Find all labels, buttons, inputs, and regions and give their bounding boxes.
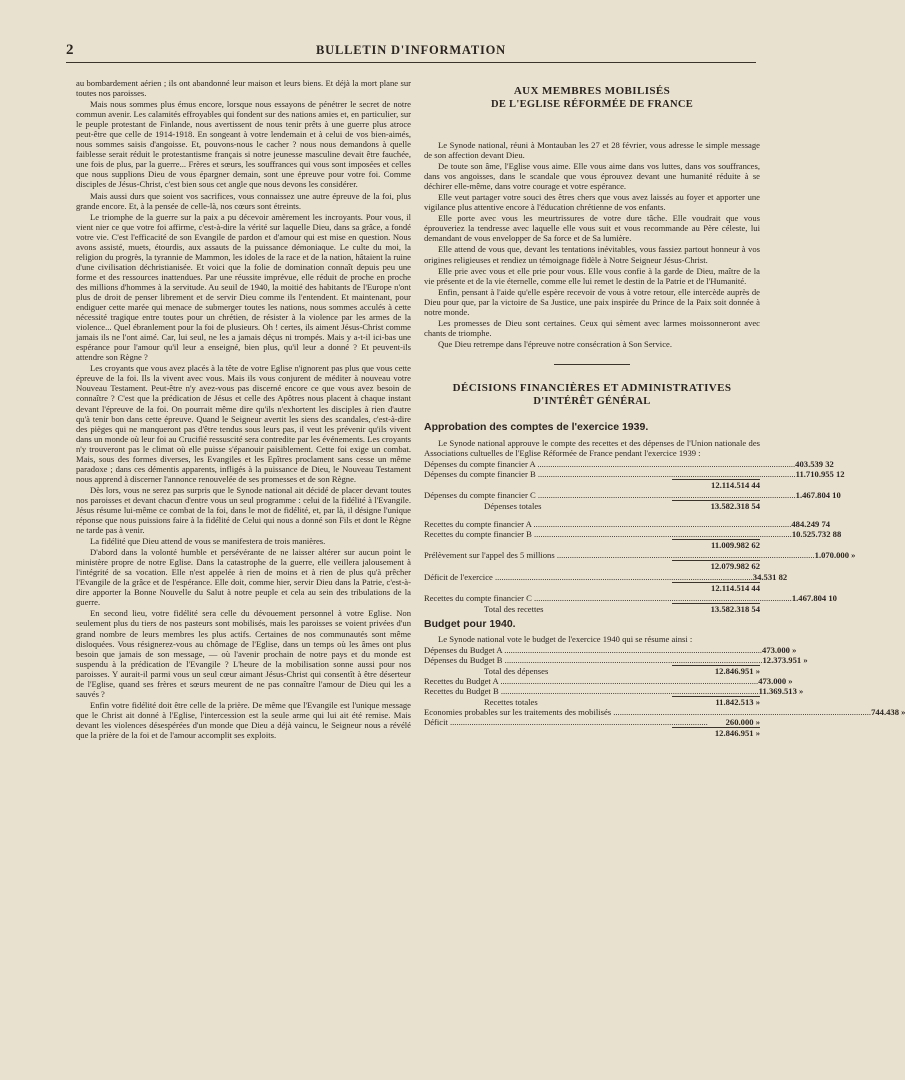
table-row <box>424 675 793 686</box>
row-label: Prélèvement sur l'appel des 5 millions ........................................................................................................................ <box>424 550 815 561</box>
table-row <box>424 561 760 571</box>
table-row <box>424 469 845 480</box>
row-label: Total des recettes <box>484 603 544 614</box>
row-label: Dépenses du Budget B ........................................................................................................................ <box>424 654 763 665</box>
paragraph: Elle prie avec vous et elle prie pour vous. Elle vous confie à la garde de Dieu, maître de la vie présente et de la vie éternelle, comme elle lui remet le destin de la Patrie et de l'Humanité. <box>424 265 760 286</box>
page-number: 2 <box>66 42 74 58</box>
row-value: 1.467.804 10 <box>795 490 841 501</box>
paragraph: Dès lors, vous ne serez pas surpris que le Synode national ait décidé de placer devant toutes nos paroisses et devant chacun d'entre vous un seul programme : celui de la fidélité à l'Evangile. Jésus résume lui-même ce combat de la foi, dans le mot de fidélité, et, par là, il désigne l'unique réponse que nous puissions faire à la fidélité de Celui qui nous a donné son Fils et dont le Règne ne tarde pas à venir. <box>76 484 411 536</box>
row-value: 13.582.318 54 <box>710 603 760 614</box>
paragraph: Que Dieu retrempe dans l'épreuve notre consécration à Son Service. <box>438 338 672 349</box>
paragraph: au bombardement aérien ; ils ont abandonné leur maison et leurs biens. Et déjà la mort plane sur toutes nos paroisses. <box>76 78 411 99</box>
table-row <box>424 592 837 603</box>
paragraph: Enfin, pensant à l'aide qu'elle espère recevoir de vous à votre retour, elle intercède auprès de Dieu pour que, par la victoire de Sa Justice, une paix inspirée du Prince de la Paix soit donnée à notre monde. <box>424 286 760 317</box>
row-value: 34.531 82 <box>752 571 788 582</box>
row-label: Dépenses totales <box>484 501 542 512</box>
row-value: 484.249 74 <box>791 519 831 530</box>
row-label: Recettes du compte financier C ........................................................................................................................ <box>424 592 792 603</box>
paragraph: Elle attend de vous que, devant les tentations inévitables, vous fassiez partout honneur à vos origines religieuses et rendiez un témoignage fidèle à Notre Seigneur Jésus-Christ. <box>424 244 760 265</box>
row-label: Dépenses du Budget A ........................................................................................................................ <box>424 644 763 655</box>
table-row <box>424 685 804 696</box>
row-value: 473.000 » <box>762 644 797 655</box>
table-row <box>424 501 760 511</box>
row-value: 12.114.514 44 <box>711 582 760 593</box>
budget-table <box>424 644 905 739</box>
row-value: 13.582.318 54 <box>710 501 760 512</box>
section-subtitle: DE L'EGLISE RÉFORMÉE DE FRANCE <box>490 99 694 110</box>
row-label <box>424 561 666 571</box>
row-value: 12.846.951 » <box>714 665 760 676</box>
table-row <box>424 717 760 727</box>
row-label: Déficit ........................................................................................................................ <box>424 717 708 728</box>
row-label: Dépenses du compte financier B ........................................................................................................................ <box>424 469 796 480</box>
row-label: Recettes totales <box>484 696 538 707</box>
paragraph: Le Synode national vote le budget de l'exercice 1940 qui se résume ainsi : <box>438 633 693 644</box>
paragraph: La fidélité que Dieu attend de vous se manifestera de trois manières. <box>90 536 326 547</box>
section-title: DÉCISIONS FINANCIÈRES ET ADMINISTRATIVES <box>452 381 732 394</box>
row-label: Total des dépenses <box>484 665 549 676</box>
table-row <box>424 571 788 582</box>
row-label <box>424 583 666 593</box>
section-subtitle: D'INTÉRÊT GÉNÉRAL <box>533 395 651 407</box>
right-column <box>424 78 905 739</box>
page-header <box>66 40 756 63</box>
row-label <box>424 728 666 738</box>
paragraph: En second lieu, votre fidélité sera celle du dévouement personnel à votre Eglise. Non seulement plus du tiers de nos pasteurs sont mobilisés, mais les paroisses se voient privées d'un grand nombre de leurs membres les plus actifs. Certaines de nos communautés sont même disloquées. Vous résignerez-vous au chômage de l'Eglise, dans un temps où les âmes ont plus besoin que jamais de son message, — où l'avenir prochain de notre pays et du monde est suspendu à la prédication de l'Evangile ? L'heure de la mobilisation sonne aussi pour nos paroisses. Y aurait-il parmi vous un seul cœur aimant Jésus-Christ qui consentît à être déserteur de l'Eglise, quand ses frères et sœurs meurent de ne pas connaître l'amour de Dieu qui les a sauvés ? <box>76 608 411 699</box>
row-value: 12.846.951 » <box>714 728 760 739</box>
paragraph: Le Synode national approuve le compte des recettes et des dépenses de l'Union nationale des Associations cultuelles de l'Eglise Réformée de France pendant l'exercice 1939 : <box>424 437 760 458</box>
paragraph: Elle porte avec vous les meurtrissures de votre dure tâche. Elle voudrait que vous éprouveriez la tendresse avec laquelle elle vous suit et vous recommande au Père céleste, lui demandant de vous envelopper de Sa force et de Sa lumière. <box>424 213 760 244</box>
paragraph: Elle veut partager votre souci des êtres chers que vous avez laissés au foyer et apporter une vigilance plus attentive encore à l'éducation chrétienne de vos enfants. <box>424 192 760 213</box>
row-value: 744.438 » <box>871 707 905 718</box>
table-row <box>424 728 760 738</box>
row-label: Recettes du Budget B ........................................................................................................................ <box>424 685 759 696</box>
table-row <box>424 519 831 530</box>
row-label <box>424 540 666 550</box>
accounts-table <box>424 459 856 614</box>
accounts-heading: Approbation des comptes de l'exercice 1939. <box>424 420 649 433</box>
table-row <box>424 550 856 561</box>
row-value: 12.373.951 » <box>762 654 808 665</box>
table-row <box>424 583 760 593</box>
table-row <box>424 604 760 614</box>
row-label: Dépenses du compte financier A ........................................................................................................................ <box>424 459 796 470</box>
table-row <box>424 490 841 501</box>
row-value: 11.842.513 » <box>715 696 760 707</box>
left-column <box>76 78 411 741</box>
spacer <box>424 511 760 519</box>
row-label: Recettes du Budget A ........................................................................................................................ <box>424 675 759 686</box>
table-row <box>424 480 760 490</box>
table-row <box>424 459 834 470</box>
row-label: Dépenses du compte financier C ........................................................................................................................ <box>424 490 796 501</box>
paragraph: Le Synode national, réuni à Montauban les 27 et 28 février, vous adresse le simple message de son affection devant Dieu. <box>424 140 760 161</box>
row-label: Recettes du compte financier A ........................................................................................................................ <box>424 519 792 530</box>
row-value: 1.070.000 » <box>814 550 856 561</box>
row-value: 260.000 » <box>725 717 760 728</box>
row-value: 1.467.804 10 <box>791 592 837 603</box>
row-value: 11.710.955 12 <box>795 469 845 480</box>
section-title: AUX MEMBRES MOBILISÉS <box>513 85 671 97</box>
table-row <box>424 697 760 707</box>
row-value: 403.539 32 <box>795 459 834 470</box>
paragraph: Enfin votre fidélité doit être celle de la prière. De même que l'Evangile est l'unique message que le Christ ait donné à l'Eglise, l'intercession est la seule arme qui lui ait été remise. Mais devant les violences désespérées d'un monde que Dieu a déjà vaincu, le Seigneur nous a révélé que la prière de la foi et de l'amour accomplit ses exploits. <box>76 699 411 740</box>
paragraph: Les croyants que vous avez placés à la tête de votre Eglise n'ignorent pas plus que vous cette épreuve de la foi. Ils la vivent avec vous. Mais ils vous conjurent de méditer à nouveau votre Nouveau Testament. Peut-être n'y avez-vous pas discerné encore ce que vous avez besoin de connaître ? C'est que la prédication de Jésus et celle des Apôtres nous placent à chaque instant devant l'épreuve de la foi. On pourrait même dire qu'ils n'exhortent les disciples à rien d'autre qu'à tenir bon dans cette épreuve. Quand le Seigneur avertit les siens des scandales, c'est-à-dire des pièges qui ne manqueront pas d'être tendus sous leurs pas, il veut les prévenir qu'ils vivent dans un monde où leur foi au Crucifié ressuscité sera contredite par les événements. Les croyants n'y trouveront pas le climat où elle puisse s'épanouir paisiblement. Cette foi exige un combat. Mais, sous des formes diverses, les Evangiles et les Epîtres proclament sans cesse un même paradoxe ; dans ces démentis apparents, infligés à la puissance de Dieu, le Nouveau Testament nous apprend à discerner l'annonce renouvelée de ses promesses et de son Règne. <box>76 363 411 484</box>
row-label <box>424 480 666 490</box>
budget-heading: Budget pour 1940. <box>424 617 516 630</box>
row-label: Recettes du compte financier B ........................................................................................................................ <box>424 529 792 540</box>
row-label: Economies probables sur les traitements des mobilisés ........................................................................................................................ <box>424 707 872 718</box>
table-row <box>424 654 808 665</box>
table-row <box>424 529 842 540</box>
row-label: Déficit de l'exercice ........................................................................................................................ <box>424 571 753 582</box>
row-value: 10.525.732 88 <box>791 529 842 540</box>
bulletin-title: BULLETIN D'INFORMATION <box>316 43 506 57</box>
table-row <box>424 540 760 550</box>
row-value: 12.079.982 62 <box>710 561 760 572</box>
table-row <box>424 666 760 676</box>
row-value: 12.114.514 44 <box>711 480 760 491</box>
row-value: 473.000 » <box>758 675 793 686</box>
paragraph: Mais aussi durs que soient vos sacrifices, vous connaissez une autre épreuve de la foi, plus grande encore. Et, à la pensée de celle-là, nos cœurs sont étreints. <box>76 190 411 211</box>
row-value: 11.009.982 62 <box>711 540 760 551</box>
row-value: 11.369.513 » <box>758 685 804 696</box>
paragraph: De toute son âme, l'Eglise vous aime. Elle vous aime dans vos luttes, dans vos souffrances, dans vos angoisses, dans le scandale que vous éprouvez devant une humanité réduite à se déchirer elle-même, dans votre courage et votre espérance. <box>424 161 760 192</box>
paragraph: Mais nous sommes plus émus encore, lorsque nous essayons de pénétrer le secret de notre commun avenir. Les calamités effroyables qui fondent sur des nations amies et, en particulier, sur le peuple protestant de Finlande, nous avertissent de nous tenir prêts à une guerre plus atroce peut-être que celle de 1914-1918. En songeant à votre lendemain et à celui de vos bien-aimés, nous sommes saisis d'angoisse. Et, pouvons-nous le cacher ? nous nous demandons à quelle faiblesse serait réduit le protestantisme français si notre jeunesse masculine devait être fauchée, une fois de plus, par la guerre... Frères et sœurs, les souffrances qui vous sont imposées et celles que nous supplions Dieu de vous épargner demain, sont une épreuve pour votre foi. Comme disciples de Jésus-Christ, c'est bien sous cet angle que nous devons les considérer. <box>76 99 411 190</box>
paragraph: D'abord dans la volonté humble et persévérante de ne laisser altérer sur aucun point le ministère propre de notre Eglise. Dans la catastrophe de la guerre, elle veillera jalousement à l'intégrité de sa vocation. Elle n'est appelée à rien de moins et à rien de plus qu'à prêcher l'Evangile de la grâce et de l'espérance. Elle doit, comme hier, servir Dieu dans la Patrie, c'est-à-dire apporter la Bonne Nouvelle du Salut à notre peuple et cela au sein des tribulations de la guerre. <box>76 547 411 608</box>
table-row <box>424 707 905 718</box>
table-row <box>424 644 797 655</box>
paragraph: Les promesses de Dieu sont certaines. Ceux qui sèment avec larmes moissonneront avec chants de triomphe. <box>424 317 760 338</box>
paragraph: Le triomphe de la guerre sur la paix a pu décevoir amèrement les incroyants. Pour vous, il vient nier ce que votre foi affirme, c'est-à-dire la vérité sur laquelle Dieu, dans sa grâce, a fondé votre vie. C'est l'efficacité de son Evangile de pardon et d'amour qui est mise en question. Nous avons assisté, muets, étourdis, aux assauts de la puissance démoniaque. Le culte du moi, la religion du progrès, la tyrannie de Mammon, les idoles de la race et de la nation, hâtaient la ruine d'une civilisation déchristianisée. Et voici que la folie de domination connaît depuis peu une forme et des ressources inattendues. Par une réussite imprévue, elle réduit de proche en proche des millions d'hommes à la servitude. Au seuil de 1940, la moitié des habitants de l'Europe n'ont plus de droit de penser librement et de servir Dieu comme ils l'entendent. Et maintenant, pour endiguer cette marée qui menace de submerger toutes les nations, nous sommes acculés à cette nécessité tragique entre toutes pour un chrétien, de résister à la violence par les armes de la violence... Quel ébranlement pour la foi de plusieurs. Oh ! certes, ils aiment Jésus-Christ comme jamais ils ne l'ont aimé. Car, lui seul, ne les a jamais déçus ni trompés. Mais y a-t-il ici-bas une espérance pour l'amour qu'il leur a enseigné, bien plus, qu'il leur a donné ? Et peuvent-ils attendre son Règne ? <box>76 211 411 363</box>
